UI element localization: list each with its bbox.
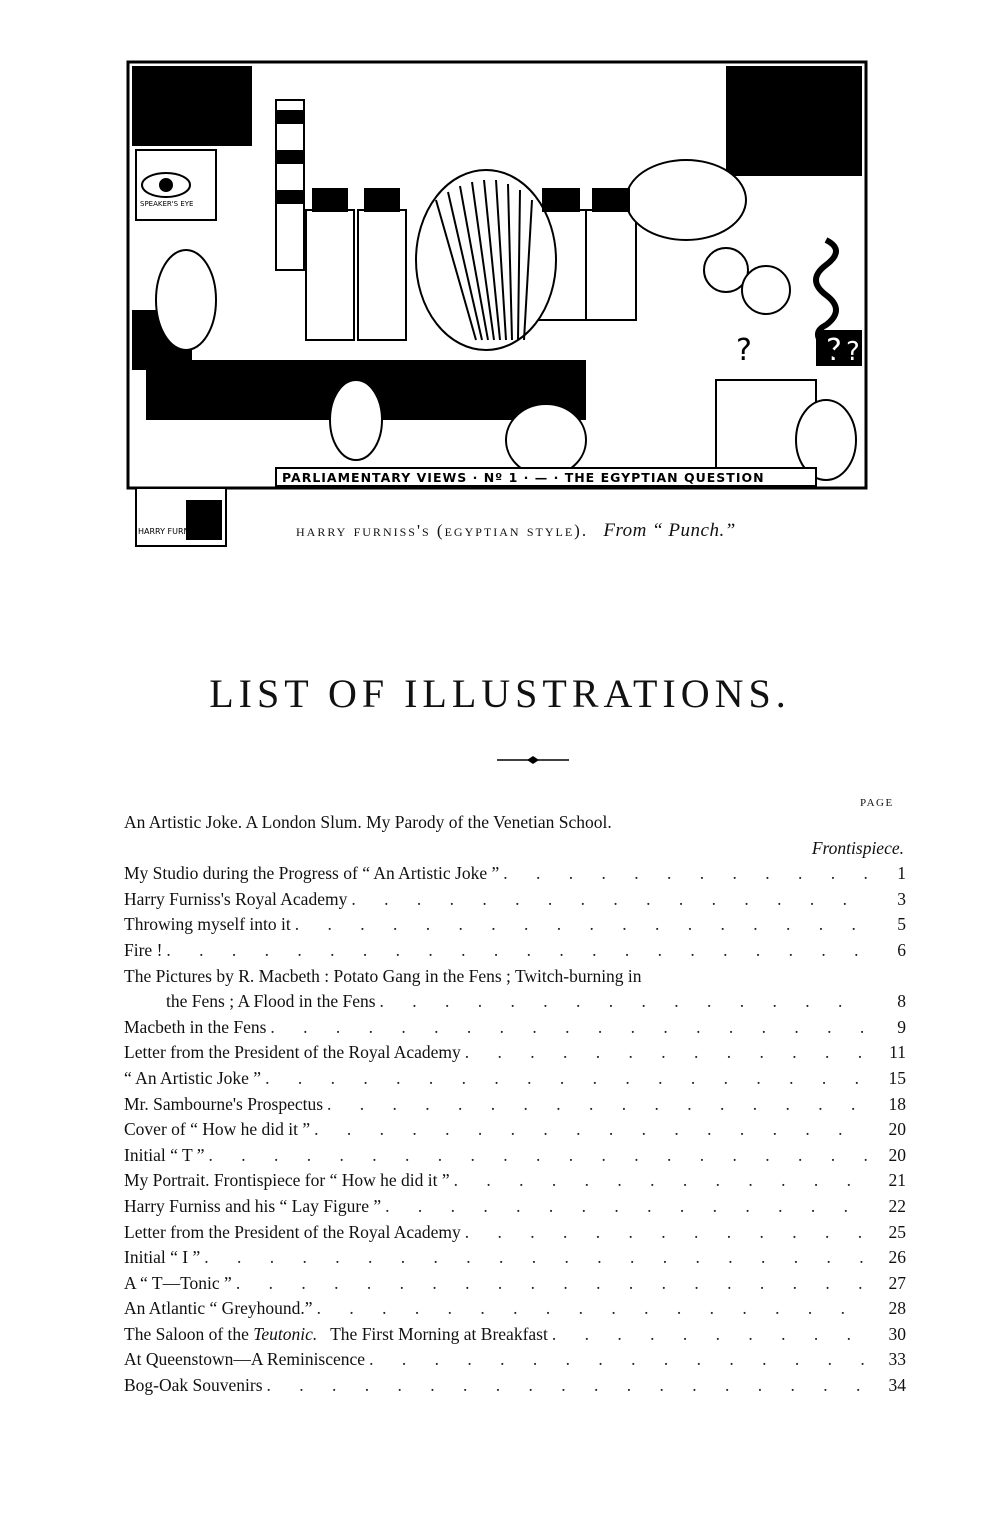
entry-page: 15 (888, 1067, 906, 1088)
list-item (124, 838, 906, 864)
list-item (124, 812, 906, 838)
entry-title: A “ T—Tonic ” (124, 1272, 232, 1293)
entry-page: 18 (888, 1093, 906, 1114)
list-item (124, 1324, 906, 1350)
entry-title: Cover of “ How he did it ” (124, 1119, 311, 1140)
list-item (124, 1375, 906, 1401)
entry-page: 11 (889, 1042, 906, 1063)
entry-page: 1 (897, 863, 906, 884)
list-item (124, 1273, 906, 1299)
list-item (124, 1017, 906, 1043)
banner-text: PARLIAMENTARY VIEWS · Nº 1 · — · THE EGYPTIAN QUESTION (282, 470, 765, 485)
list-item (124, 940, 906, 966)
list-item (124, 966, 906, 992)
entry-title: Fire ! (124, 939, 163, 960)
entry-title: Letter from the President of the Royal Academy (124, 1042, 461, 1063)
entry-page: 9 (897, 1016, 906, 1037)
entry-title: My Portrait. Frontispiece for “ How he did it ” (124, 1170, 450, 1191)
list-item (124, 1145, 906, 1171)
list-item (124, 991, 906, 1017)
list-item (124, 914, 906, 940)
eye-label: SPEAKER'S EYE (140, 200, 194, 208)
illustration-caption (296, 520, 736, 542)
list-item (124, 1042, 906, 1068)
entry-page: 30 (888, 1323, 906, 1344)
entry-page: 27 (888, 1272, 906, 1293)
entry-title: Initial “ T ” (124, 1144, 205, 1165)
entry-page: 28 (888, 1298, 906, 1319)
entry-title: Harry Furniss's Royal Academy (124, 888, 348, 909)
entry-page: 5 (897, 914, 906, 935)
entry-page: 8 (897, 991, 906, 1012)
entry-title: At Queenstown—A Reminiscence (124, 1349, 366, 1370)
list-item (124, 889, 906, 915)
entry-page: 25 (888, 1221, 906, 1242)
svg-text:?: ? (736, 333, 752, 368)
ornament-divider-icon (497, 755, 569, 765)
caption-source: From “ Punch.” (603, 520, 736, 541)
entry-page: 26 (888, 1247, 906, 1268)
list-item (124, 1222, 906, 1248)
entry-title: Letter from the President of the Royal Academy (124, 1221, 461, 1242)
entry-title (124, 1324, 548, 1345)
entry-title: My Studio during the Progress of “ An Artistic Joke ” (124, 863, 500, 884)
list-item (124, 1349, 906, 1375)
list-item (124, 1094, 906, 1120)
caption-main: harry furniss's (egyptian style). (296, 521, 589, 540)
list-item (124, 1119, 906, 1145)
entry-page: 22 (888, 1195, 906, 1216)
entry-title: Macbeth in the Fens (124, 1016, 267, 1037)
entry-title: Bog-Oak Souvenirs (124, 1375, 263, 1396)
entry-page: 34 (888, 1375, 906, 1396)
entry-page: 20 (888, 1119, 906, 1140)
entry-title: The Pictures by R. Macbeth : Potato Gang in the Fens ; Twitch-burning in (124, 965, 642, 986)
list-item (124, 1170, 906, 1196)
entry-page: 3 (897, 888, 906, 909)
page-title: LIST OF ILLUSTRATIONS. (209, 671, 791, 716)
entry-page: 20 (888, 1144, 906, 1165)
entry-title: Mr. Sambourne's Prospectus (124, 1093, 324, 1114)
entry-title-italic: Teutonic. (253, 1323, 318, 1344)
entry-title: An Atlantic “ Greyhound.” (124, 1298, 313, 1319)
list-item (124, 863, 906, 889)
entry-title: Throwing myself into it (124, 914, 291, 935)
entry-title: the Fens ; A Flood in the Fens (166, 991, 376, 1012)
entry-title: Harry Furniss and his “ Lay Figure ” (124, 1195, 382, 1216)
signature: HARRY FURNISS (138, 527, 203, 536)
entry-title-rest: The First Morning at Breakfast (330, 1323, 548, 1344)
entry-page: 21 (888, 1170, 906, 1191)
entry-page: 33 (888, 1349, 906, 1370)
egyptian-cartoon-illustration (126, 60, 868, 548)
list-item (124, 1298, 906, 1324)
list-item (124, 1247, 906, 1273)
svg-text:?: ? (846, 337, 860, 367)
entry-title: An Artistic Joke. A London Slum. My Parody of the Venetian School. (124, 812, 612, 832)
svg-text:?: ? (826, 333, 842, 368)
entry-title: Initial “ I ” (124, 1247, 201, 1268)
list-item (124, 1068, 906, 1094)
entry-title-start: The Saloon of the (124, 1323, 249, 1344)
entry-title: “ An Artistic Joke ” (124, 1067, 262, 1088)
page-column-label: PAGE (860, 797, 894, 809)
list-item (124, 1196, 906, 1222)
entry-page: 6 (897, 939, 906, 960)
entry-title: Frontispiece. (811, 837, 904, 858)
illustrations-list (124, 812, 906, 1401)
